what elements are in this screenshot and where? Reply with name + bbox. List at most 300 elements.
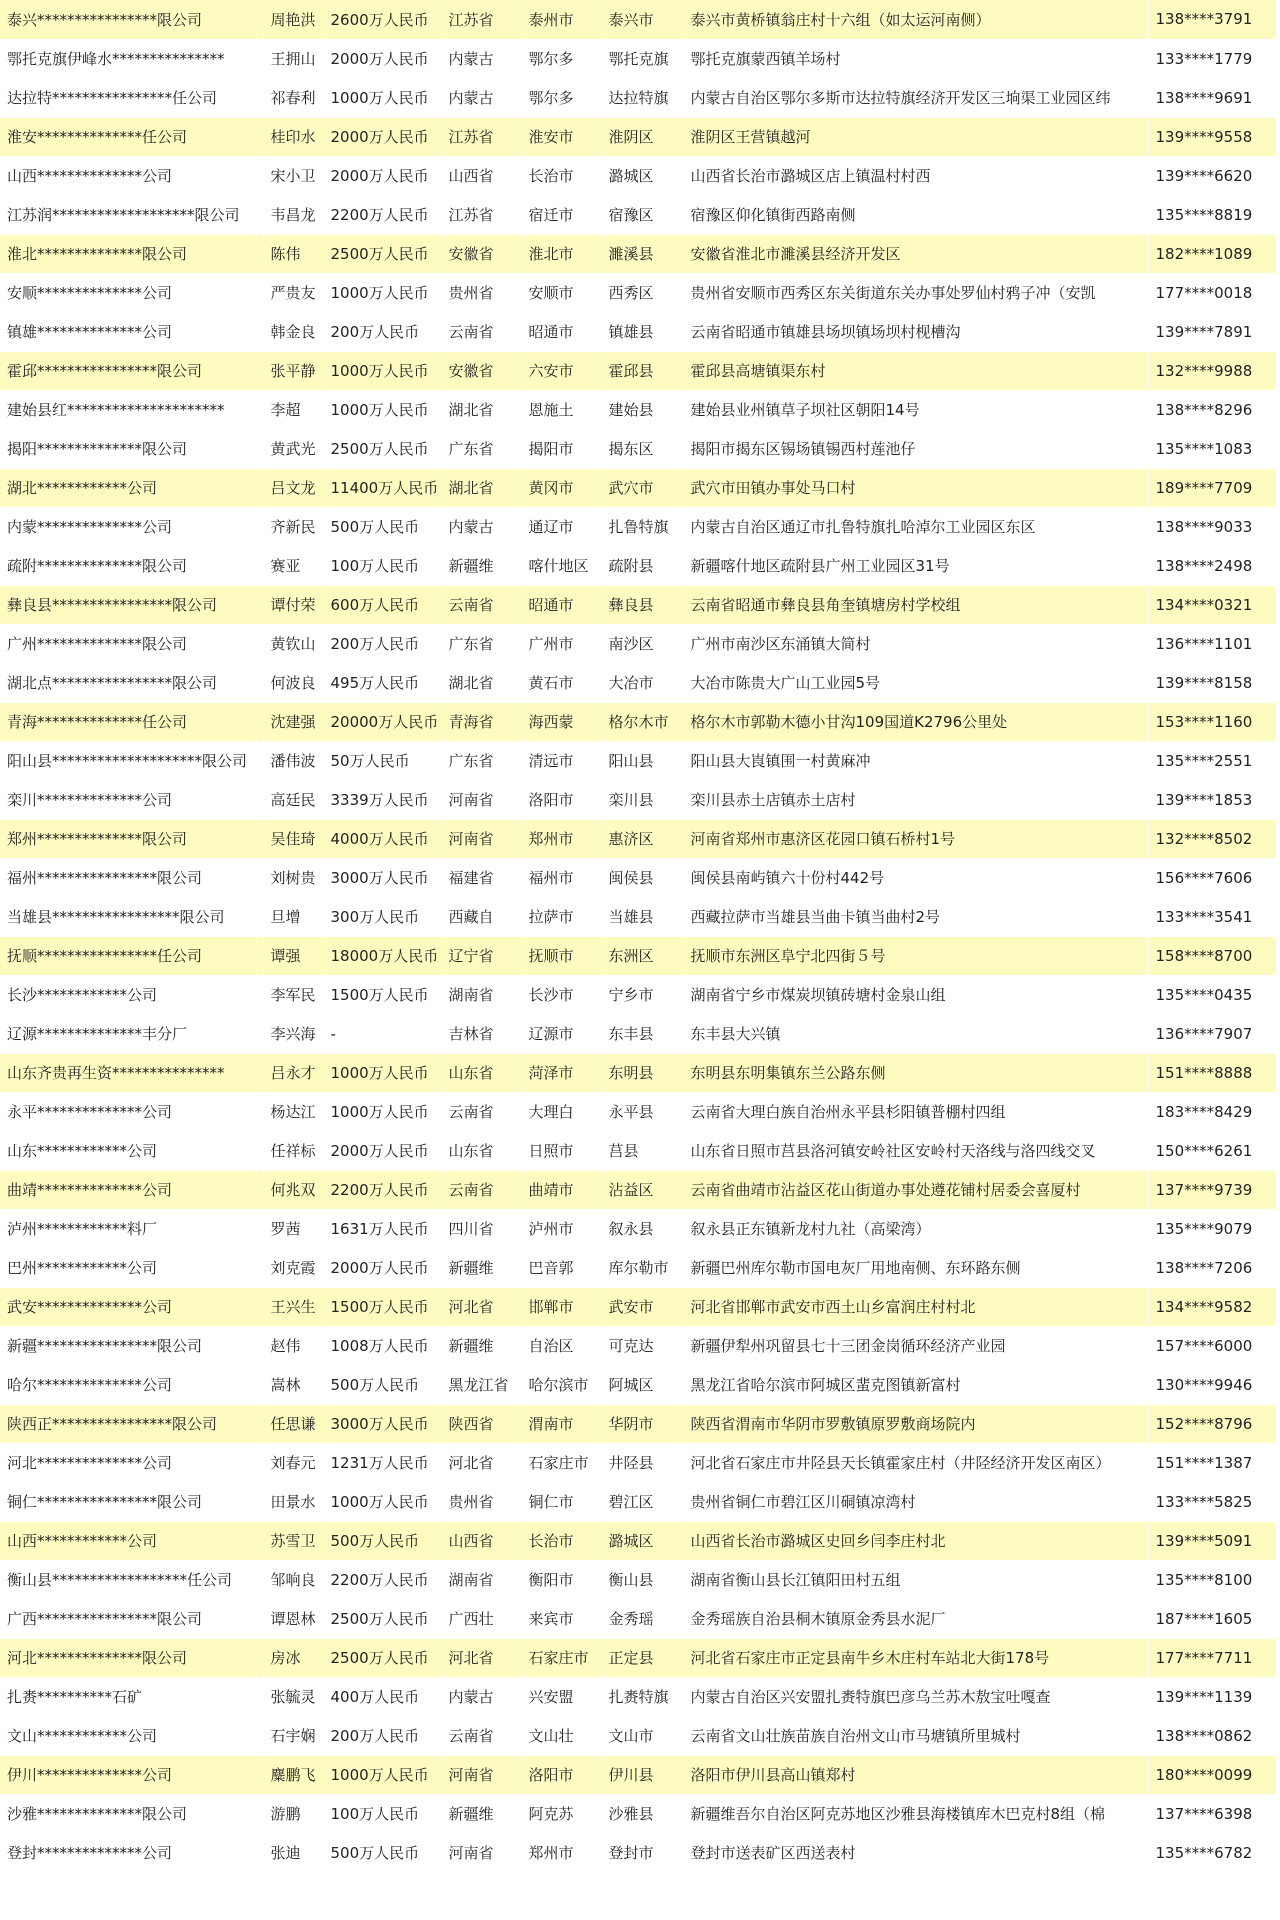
legal-person-cell: 谭付荣 <box>263 585 323 624</box>
city-cell: 郑州市 <box>521 1833 601 1872</box>
table-row <box>0 1287 1276 1326</box>
city-cell: 石家庄市 <box>521 1443 601 1482</box>
registered-capital-cell: 500万人民币 <box>323 1365 441 1404</box>
legal-person-cell: 张迪 <box>263 1833 323 1872</box>
city-cell: 石家庄市 <box>521 1638 601 1677</box>
province-cell: 内蒙古 <box>441 1677 521 1716</box>
province-cell: 陕西省 <box>441 1404 521 1443</box>
company-name-cell: 福州****************限公司 <box>0 858 263 897</box>
legal-person-cell: 嵩林 <box>263 1365 323 1404</box>
company-name-cell: 达拉特****************任公司 <box>0 78 263 117</box>
phone-cell: 138****0862 <box>1148 1716 1276 1755</box>
company-name-cell: 山西************公司 <box>0 1521 263 1560</box>
company-name-cell: 当雄县*****************限公司 <box>0 897 263 936</box>
province-cell: 山东省 <box>441 1053 521 1092</box>
company-name-cell: 武安**************公司 <box>0 1287 263 1326</box>
table-row <box>0 507 1276 546</box>
province-cell: 河北省 <box>441 1287 521 1326</box>
phone-cell: 189****7709 <box>1148 468 1276 507</box>
registered-capital-cell: 495万人民币 <box>323 663 441 702</box>
registered-capital-cell: 1000万人民币 <box>323 1755 441 1794</box>
registered-capital-cell: 300万人民币 <box>323 897 441 936</box>
address-cell: 内蒙古自治区兴安盟扎赉特旗巴彦乌兰苏木敖宝吐嘎查 <box>683 1677 1148 1716</box>
table-row <box>0 1482 1276 1521</box>
company-name-cell: 湖北************公司 <box>0 468 263 507</box>
district-cell: 登封市 <box>601 1833 683 1872</box>
city-cell: 福州市 <box>521 858 601 897</box>
province-cell: 湖北省 <box>441 390 521 429</box>
district-cell: 库尔勒市 <box>601 1248 683 1287</box>
phone-cell: 132****8502 <box>1148 819 1276 858</box>
legal-person-cell: 潘伟波 <box>263 741 323 780</box>
province-cell: 吉林省 <box>441 1014 521 1053</box>
registered-capital-cell: 1231万人民币 <box>323 1443 441 1482</box>
company-name-cell: 山东齐贵再生资*************** <box>0 1053 263 1092</box>
registered-capital-cell: 4000万人民币 <box>323 819 441 858</box>
province-cell: 安徽省 <box>441 234 521 273</box>
company-name-cell: 阳山县********************限公司 <box>0 741 263 780</box>
province-cell: 内蒙古 <box>441 78 521 117</box>
city-cell: 昭通市 <box>521 312 601 351</box>
phone-cell: 158****8700 <box>1148 936 1276 975</box>
district-cell: 华阴市 <box>601 1404 683 1443</box>
legal-person-cell: 吴佳琦 <box>263 819 323 858</box>
city-cell: 巴音郭 <box>521 1248 601 1287</box>
district-cell: 正定县 <box>601 1638 683 1677</box>
table-row <box>0 1716 1276 1755</box>
table-row <box>0 819 1276 858</box>
table-row <box>0 702 1276 741</box>
phone-cell: 139****7891 <box>1148 312 1276 351</box>
district-cell: 闽侯县 <box>601 858 683 897</box>
province-cell: 新疆维 <box>441 1248 521 1287</box>
address-cell: 西藏拉萨市当雄县当曲卡镇当曲村2号 <box>683 897 1148 936</box>
table-row <box>0 858 1276 897</box>
registered-capital-cell: 400万人民币 <box>323 1677 441 1716</box>
city-cell: 日照市 <box>521 1131 601 1170</box>
legal-person-cell: 何兆双 <box>263 1170 323 1209</box>
registered-capital-cell: 11400万人民币 <box>323 468 441 507</box>
company-name-cell: 辽源**************丰分厂 <box>0 1014 263 1053</box>
district-cell: 衡山县 <box>601 1560 683 1599</box>
district-cell: 文山市 <box>601 1716 683 1755</box>
company-name-cell: 泰兴****************限公司 <box>0 0 263 39</box>
district-cell: 淮阴区 <box>601 117 683 156</box>
phone-cell: 139****5091 <box>1148 1521 1276 1560</box>
company-name-cell: 揭阳**************限公司 <box>0 429 263 468</box>
district-cell: 永平县 <box>601 1092 683 1131</box>
registered-capital-cell: 2500万人民币 <box>323 429 441 468</box>
province-cell: 山东省 <box>441 1131 521 1170</box>
legal-person-cell: 周艳洪 <box>263 0 323 39</box>
table-row <box>0 1131 1276 1170</box>
phone-cell: 137****6398 <box>1148 1794 1276 1833</box>
phone-cell: 134****9582 <box>1148 1287 1276 1326</box>
city-cell: 长治市 <box>521 1521 601 1560</box>
table-row <box>0 897 1276 936</box>
company-name-cell: 河北**************限公司 <box>0 1638 263 1677</box>
district-cell: 东洲区 <box>601 936 683 975</box>
city-cell: 泸州市 <box>521 1209 601 1248</box>
province-cell: 安徽省 <box>441 351 521 390</box>
address-cell: 宿豫区仰化镇街西路南侧 <box>683 195 1148 234</box>
company-name-cell: 扎赉**********石矿 <box>0 1677 263 1716</box>
legal-person-cell: 刘树贵 <box>263 858 323 897</box>
registered-capital-cell: 1000万人民币 <box>323 1053 441 1092</box>
registered-capital-cell: 200万人民币 <box>323 312 441 351</box>
city-cell: 淮安市 <box>521 117 601 156</box>
company-name-cell: 内蒙**************公司 <box>0 507 263 546</box>
district-cell: 鄂托克旗 <box>601 39 683 78</box>
legal-person-cell: 何波良 <box>263 663 323 702</box>
province-cell: 广东省 <box>441 624 521 663</box>
address-cell: 闽侯县南屿镇六十份村442号 <box>683 858 1148 897</box>
legal-person-cell: 吕文龙 <box>263 468 323 507</box>
district-cell: 东明县 <box>601 1053 683 1092</box>
legal-person-cell: 苏雪卫 <box>263 1521 323 1560</box>
phone-cell: 133****3541 <box>1148 897 1276 936</box>
province-cell: 江苏省 <box>441 0 521 39</box>
phone-cell: 138****7206 <box>1148 1248 1276 1287</box>
city-cell: 郑州市 <box>521 819 601 858</box>
registered-capital-cell: 2000万人民币 <box>323 39 441 78</box>
company-name-cell: 淮安**************任公司 <box>0 117 263 156</box>
address-cell: 登封市送表矿区西送表村 <box>683 1833 1148 1872</box>
phone-cell: 151****8888 <box>1148 1053 1276 1092</box>
phone-cell: 135****1083 <box>1148 429 1276 468</box>
table-row <box>0 1014 1276 1053</box>
company-name-cell: 陕西正****************限公司 <box>0 1404 263 1443</box>
phone-cell: 133****5825 <box>1148 1482 1276 1521</box>
district-cell: 濉溪县 <box>601 234 683 273</box>
district-cell: 沾益区 <box>601 1170 683 1209</box>
registered-capital-cell: 500万人民币 <box>323 1833 441 1872</box>
province-cell: 湖南省 <box>441 975 521 1014</box>
district-cell: 武安市 <box>601 1287 683 1326</box>
address-cell: 建始县业州镇草子坝社区朝阳14号 <box>683 390 1148 429</box>
legal-person-cell: 旦增 <box>263 897 323 936</box>
company-name-cell: 文山************公司 <box>0 1716 263 1755</box>
registered-capital-cell: 1631万人民币 <box>323 1209 441 1248</box>
phone-cell: 177****7711 <box>1148 1638 1276 1677</box>
table-row <box>0 546 1276 585</box>
city-cell: 阿克苏 <box>521 1794 601 1833</box>
district-cell: 当雄县 <box>601 897 683 936</box>
phone-cell: 150****6261 <box>1148 1131 1276 1170</box>
district-cell: 惠济区 <box>601 819 683 858</box>
registered-capital-cell: 1000万人民币 <box>323 78 441 117</box>
city-cell: 抚顺市 <box>521 936 601 975</box>
registered-capital-cell: 3000万人民币 <box>323 858 441 897</box>
address-cell: 湖南省宁乡市煤炭坝镇砖塘村金泉山组 <box>683 975 1148 1014</box>
registered-capital-cell: 100万人民币 <box>323 546 441 585</box>
legal-person-cell: 刘克霞 <box>263 1248 323 1287</box>
phone-cell: 135****6782 <box>1148 1833 1276 1872</box>
phone-cell: 135****8819 <box>1148 195 1276 234</box>
company-name-cell: 山西**************公司 <box>0 156 263 195</box>
legal-person-cell: 高廷民 <box>263 780 323 819</box>
legal-person-cell: 韦昌龙 <box>263 195 323 234</box>
address-cell: 新疆喀什地区疏附县广州工业园区31号 <box>683 546 1148 585</box>
city-cell: 长治市 <box>521 156 601 195</box>
address-cell: 洛阳市伊川县高山镇郑村 <box>683 1755 1148 1794</box>
address-cell: 新疆巴州库尔勒市国电灰厂用地南侧、东环路东侧 <box>683 1248 1148 1287</box>
phone-cell: 135****0435 <box>1148 975 1276 1014</box>
company-name-cell: 广州**************限公司 <box>0 624 263 663</box>
city-cell: 喀什地区 <box>521 546 601 585</box>
company-name-cell: 青海**************任公司 <box>0 702 263 741</box>
phone-cell: 138****9033 <box>1148 507 1276 546</box>
address-cell: 陕西省渭南市华阴市罗敷镇原罗敷商场院内 <box>683 1404 1148 1443</box>
legal-person-cell: 杨达江 <box>263 1092 323 1131</box>
table-row <box>0 429 1276 468</box>
phone-cell: 134****0321 <box>1148 585 1276 624</box>
district-cell: 莒县 <box>601 1131 683 1170</box>
registered-capital-cell: 18000万人民币 <box>323 936 441 975</box>
province-cell: 河南省 <box>441 819 521 858</box>
table-row <box>0 1521 1276 1560</box>
province-cell: 贵州省 <box>441 273 521 312</box>
registered-capital-cell: 500万人民币 <box>323 1521 441 1560</box>
legal-person-cell: 沈建强 <box>263 702 323 741</box>
table-row <box>0 273 1276 312</box>
table-row <box>0 1365 1276 1404</box>
table-row <box>0 39 1276 78</box>
legal-person-cell: 赵伟 <box>263 1326 323 1365</box>
company-name-cell: 巴州************公司 <box>0 1248 263 1287</box>
district-cell: 格尔木市 <box>601 702 683 741</box>
district-cell: 西秀区 <box>601 273 683 312</box>
province-cell: 黑龙江省 <box>441 1365 521 1404</box>
address-cell: 云南省昭通市彝良县角奎镇塘房村学校组 <box>683 585 1148 624</box>
address-cell: 叙永县正东镇新龙村九社（高梁湾） <box>683 1209 1148 1248</box>
table-row <box>0 1053 1276 1092</box>
table-row <box>0 780 1276 819</box>
registered-capital-cell: 2000万人民币 <box>323 1248 441 1287</box>
province-cell: 广西壮 <box>441 1599 521 1638</box>
city-cell: 恩施土 <box>521 390 601 429</box>
phone-cell: 138****8296 <box>1148 390 1276 429</box>
city-cell: 文山壮 <box>521 1716 601 1755</box>
table-row <box>0 741 1276 780</box>
city-cell: 长沙市 <box>521 975 601 1014</box>
registered-capital-cell: 1500万人民币 <box>323 1287 441 1326</box>
district-cell: 井陉县 <box>601 1443 683 1482</box>
company-name-cell: 疏附**************限公司 <box>0 546 263 585</box>
legal-person-cell: 游鹏 <box>263 1794 323 1833</box>
province-cell: 青海省 <box>441 702 521 741</box>
legal-person-cell: 王兴生 <box>263 1287 323 1326</box>
city-cell: 洛阳市 <box>521 1755 601 1794</box>
company-name-cell: 霍邱****************限公司 <box>0 351 263 390</box>
district-cell: 扎鲁特旗 <box>601 507 683 546</box>
address-cell: 山西省长治市潞城区史回乡闫李庄村北 <box>683 1521 1148 1560</box>
province-cell: 湖南省 <box>441 1560 521 1599</box>
city-cell: 黄冈市 <box>521 468 601 507</box>
table-row <box>0 1248 1276 1287</box>
address-cell: 泰兴市黄桥镇翁庄村十六组（如太运河南侧） <box>683 0 1148 39</box>
address-cell: 安徽省淮北市濉溪县经济开发区 <box>683 234 1148 273</box>
company-name-cell: 镇雄**************公司 <box>0 312 263 351</box>
registered-capital-cell: 200万人民币 <box>323 1716 441 1755</box>
legal-person-cell: 王拥山 <box>263 39 323 78</box>
province-cell: 云南省 <box>441 312 521 351</box>
legal-person-cell: 黄钦山 <box>263 624 323 663</box>
district-cell: 潞城区 <box>601 156 683 195</box>
phone-cell: 139****8158 <box>1148 663 1276 702</box>
city-cell: 大理白 <box>521 1092 601 1131</box>
district-cell: 达拉特旗 <box>601 78 683 117</box>
phone-cell: 135****9079 <box>1148 1209 1276 1248</box>
phone-cell: 135****8100 <box>1148 1560 1276 1599</box>
company-name-cell: 湖北点****************限公司 <box>0 663 263 702</box>
table-row <box>0 1170 1276 1209</box>
address-cell: 黑龙江省哈尔滨市阿城区蜚克图镇新富村 <box>683 1365 1148 1404</box>
phone-cell: 132****9988 <box>1148 351 1276 390</box>
city-cell: 邯郸市 <box>521 1287 601 1326</box>
company-name-cell: 沙雅**************限公司 <box>0 1794 263 1833</box>
province-cell: 辽宁省 <box>441 936 521 975</box>
table-row <box>0 624 1276 663</box>
phone-cell: 139****1853 <box>1148 780 1276 819</box>
company-name-cell: 彝良县****************限公司 <box>0 585 263 624</box>
address-cell: 阳山县大崀镇围一村黄麻冲 <box>683 741 1148 780</box>
company-name-cell: 江苏润*******************限公司 <box>0 195 263 234</box>
province-cell: 内蒙古 <box>441 39 521 78</box>
province-cell: 福建省 <box>441 858 521 897</box>
company-name-cell: 衡山县******************任公司 <box>0 1560 263 1599</box>
registered-capital-cell: 2200万人民币 <box>323 195 441 234</box>
city-cell: 拉萨市 <box>521 897 601 936</box>
company-name-cell: 伊川**************公司 <box>0 1755 263 1794</box>
table-row <box>0 1092 1276 1131</box>
city-cell: 曲靖市 <box>521 1170 601 1209</box>
city-cell: 安顺市 <box>521 273 601 312</box>
registered-capital-cell: 2000万人民币 <box>323 1131 441 1170</box>
phone-cell: 138****3791 <box>1148 0 1276 39</box>
table-row <box>0 1443 1276 1482</box>
city-cell: 揭阳市 <box>521 429 601 468</box>
address-cell: 河北省石家庄市正定县南牛乡木庄村车站北大街178号 <box>683 1638 1148 1677</box>
phone-cell: 136****7907 <box>1148 1014 1276 1053</box>
address-cell: 格尔木市郭勒木德小甘沟109国道K2796公里处 <box>683 702 1148 741</box>
registered-capital-cell: 50万人民币 <box>323 741 441 780</box>
phone-cell: 152****8796 <box>1148 1404 1276 1443</box>
district-cell: 沙雅县 <box>601 1794 683 1833</box>
company-name-cell: 铜仁****************限公司 <box>0 1482 263 1521</box>
address-cell: 揭阳市揭东区锡场镇锡西村莲池仔 <box>683 429 1148 468</box>
registered-capital-cell: 3000万人民币 <box>323 1404 441 1443</box>
registered-capital-cell: 2500万人民币 <box>323 1638 441 1677</box>
legal-person-cell: 石宇娴 <box>263 1716 323 1755</box>
registered-capital-cell: 200万人民币 <box>323 624 441 663</box>
phone-cell: 130****9946 <box>1148 1365 1276 1404</box>
city-cell: 渭南市 <box>521 1404 601 1443</box>
legal-person-cell: 李军民 <box>263 975 323 1014</box>
table-row <box>0 1677 1276 1716</box>
address-cell: 新疆维吾尔自治区阿克苏地区沙雅县海楼镇库木巴克村8组（棉 <box>683 1794 1148 1833</box>
phone-cell: 151****1387 <box>1148 1443 1276 1482</box>
table-row <box>0 663 1276 702</box>
city-cell: 洛阳市 <box>521 780 601 819</box>
company-name-cell: 永平**************公司 <box>0 1092 263 1131</box>
province-cell: 云南省 <box>441 1092 521 1131</box>
address-cell: 东丰县大兴镇 <box>683 1014 1148 1053</box>
district-cell: 叙永县 <box>601 1209 683 1248</box>
table-row <box>0 1794 1276 1833</box>
registered-capital-cell: 2000万人民币 <box>323 156 441 195</box>
table-row <box>0 936 1276 975</box>
district-cell: 可克达 <box>601 1326 683 1365</box>
phone-cell: 180****0099 <box>1148 1755 1276 1794</box>
legal-person-cell: 齐新民 <box>263 507 323 546</box>
registered-capital-cell: 1000万人民币 <box>323 273 441 312</box>
district-cell: 南沙区 <box>601 624 683 663</box>
district-cell: 镇雄县 <box>601 312 683 351</box>
registered-capital-cell: 20000万人民币 <box>323 702 441 741</box>
address-cell: 内蒙古自治区通辽市扎鲁特旗扎哈淖尔工业园区东区 <box>683 507 1148 546</box>
city-cell: 泰州市 <box>521 0 601 39</box>
table-row <box>0 0 1276 39</box>
phone-cell: 136****1101 <box>1148 624 1276 663</box>
table-row <box>0 1755 1276 1794</box>
phone-cell: 133****1779 <box>1148 39 1276 78</box>
address-cell: 云南省大理白族自治州永平县杉阳镇普棚村四组 <box>683 1092 1148 1131</box>
legal-person-cell: 陈伟 <box>263 234 323 273</box>
legal-person-cell: 祁春利 <box>263 78 323 117</box>
city-cell: 鄂尔多 <box>521 78 601 117</box>
phone-cell: 182****1089 <box>1148 234 1276 273</box>
registered-capital-cell: 1000万人民币 <box>323 390 441 429</box>
province-cell: 新疆维 <box>441 1794 521 1833</box>
legal-person-cell: 张平静 <box>263 351 323 390</box>
registered-capital-cell: 1000万人民币 <box>323 1092 441 1131</box>
province-cell: 云南省 <box>441 1716 521 1755</box>
district-cell: 宿豫区 <box>601 195 683 234</box>
district-cell: 扎赉特旗 <box>601 1677 683 1716</box>
city-cell: 昭通市 <box>521 585 601 624</box>
registered-capital-cell: 100万人民币 <box>323 1794 441 1833</box>
phone-cell: 137****9739 <box>1148 1170 1276 1209</box>
company-name-cell: 曲靖**************公司 <box>0 1170 263 1209</box>
city-cell: 兴安盟 <box>521 1677 601 1716</box>
table-row <box>0 1599 1276 1638</box>
registered-capital-cell: - <box>323 1014 441 1053</box>
phone-cell: 138****9691 <box>1148 78 1276 117</box>
district-cell: 阳山县 <box>601 741 683 780</box>
legal-person-cell: 李兴海 <box>263 1014 323 1053</box>
district-cell: 揭东区 <box>601 429 683 468</box>
city-cell: 海西蒙 <box>521 702 601 741</box>
address-cell: 河北省邯郸市武安市西土山乡富润庄村村北 <box>683 1287 1148 1326</box>
legal-person-cell: 吕永才 <box>263 1053 323 1092</box>
city-cell: 清远市 <box>521 741 601 780</box>
province-cell: 河南省 <box>441 1833 521 1872</box>
district-cell: 彝良县 <box>601 585 683 624</box>
company-name-cell: 登封**************公司 <box>0 1833 263 1872</box>
address-cell: 内蒙古自治区鄂尔多斯市达拉特旗经济开发区三垧渠工业园区纬 <box>683 78 1148 117</box>
legal-person-cell: 罗茜 <box>263 1209 323 1248</box>
company-name-cell: 鄂托克旗伊峰水*************** <box>0 39 263 78</box>
province-cell: 广东省 <box>441 741 521 780</box>
district-cell: 栾川县 <box>601 780 683 819</box>
table-row <box>0 468 1276 507</box>
address-cell: 山西省长治市潞城区店上镇温村村西 <box>683 156 1148 195</box>
legal-person-cell: 谭恩林 <box>263 1599 323 1638</box>
legal-person-cell: 宋小卫 <box>263 156 323 195</box>
company-name-cell: 淮北**************限公司 <box>0 234 263 273</box>
table-row <box>0 1209 1276 1248</box>
